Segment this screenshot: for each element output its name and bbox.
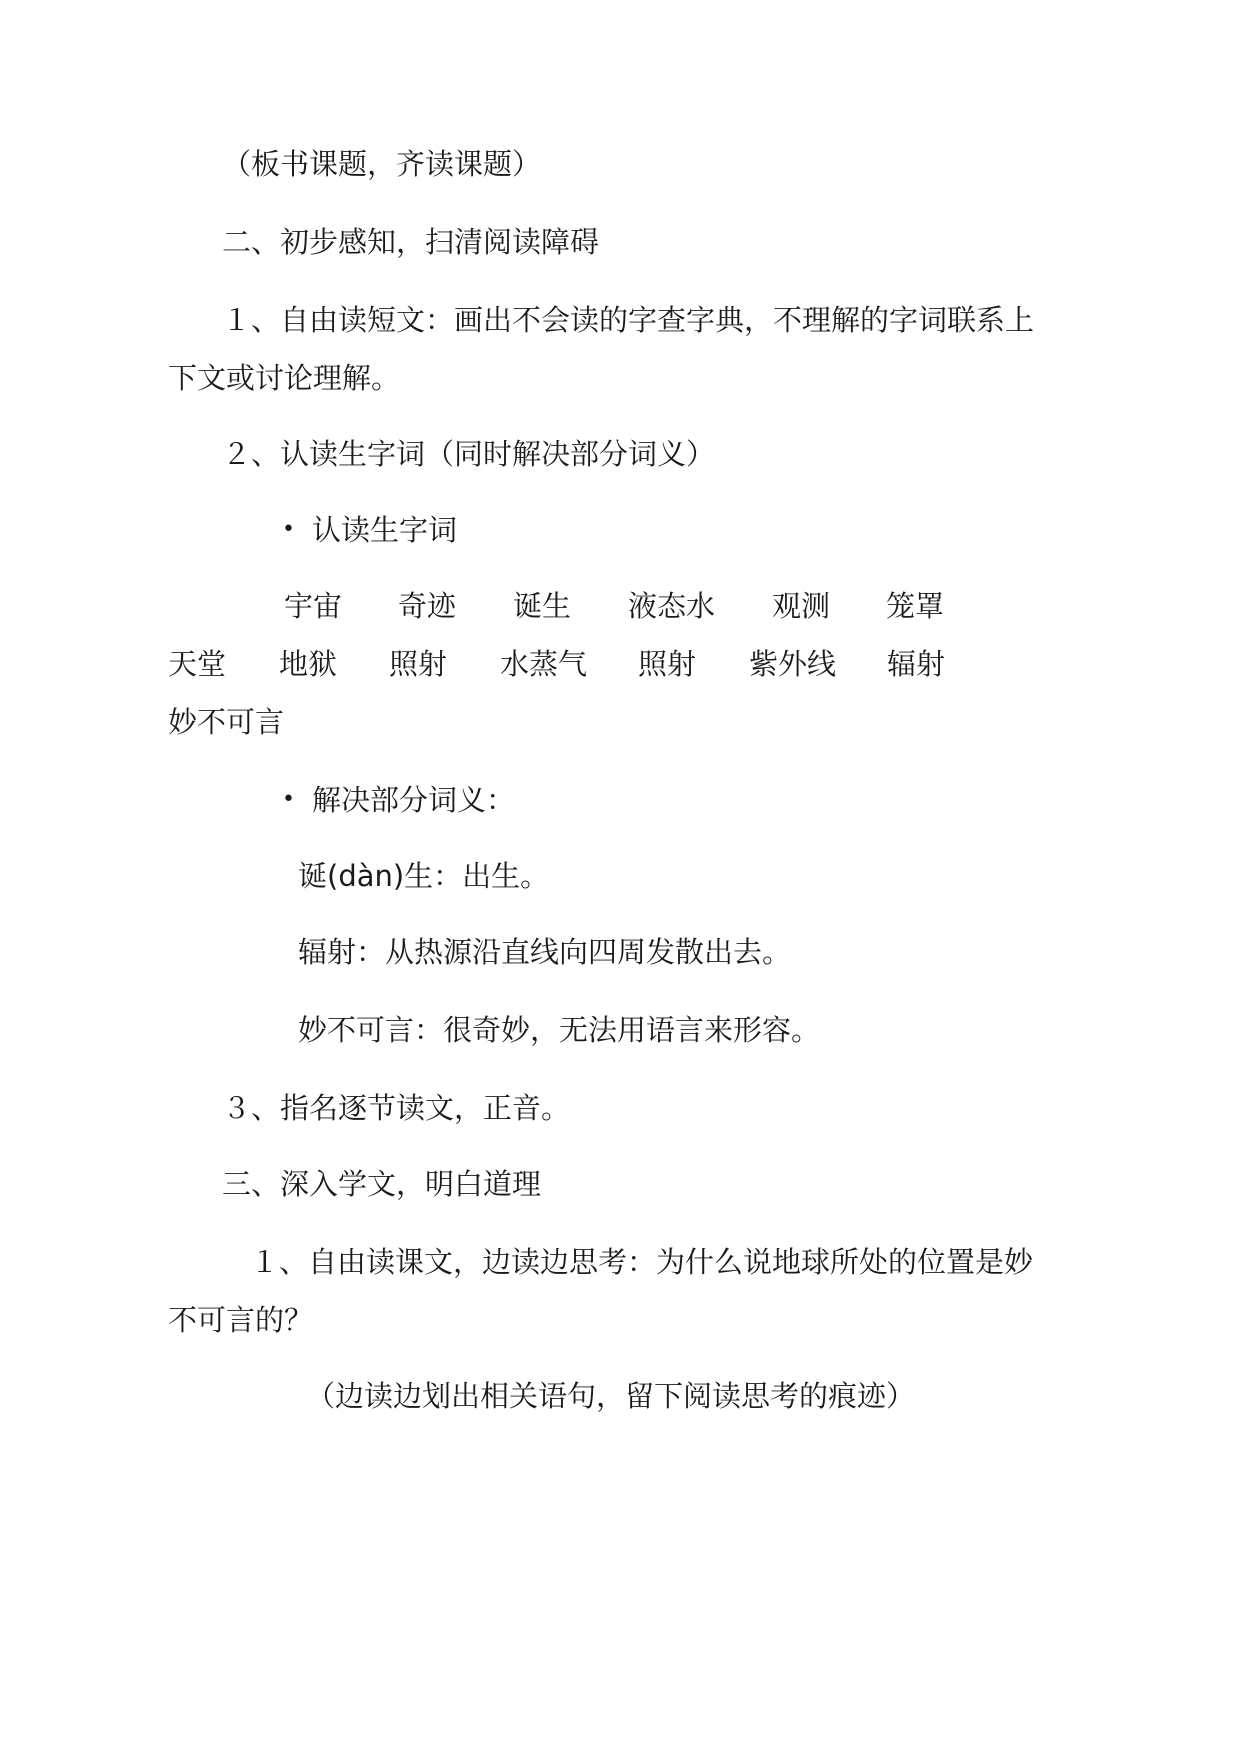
vocab-word: 观测 xyxy=(772,589,831,623)
item-1-line-2: 下文或讨论理解。 xyxy=(168,361,401,395)
definition-1: 诞(dàn)生：出生。 xyxy=(298,859,550,893)
vocab-word: 紫外线 xyxy=(749,647,837,681)
vocab-word: 照射 xyxy=(389,647,448,681)
item-2: ２、认读生字词（同时解决部分词义） xyxy=(222,437,716,471)
bullet-2-label: 解决部分词义： xyxy=(312,783,516,817)
vocab-word: 天堂 xyxy=(168,647,227,681)
vocab-word: 诞生 xyxy=(513,589,572,623)
vocab-word: 奇迹 xyxy=(398,589,457,623)
vocab-word: 地狱 xyxy=(279,647,338,681)
section-3-item-1-line-2: 不可言的？ xyxy=(168,1303,314,1337)
bullet-icon: • xyxy=(282,517,295,542)
bullet-icon: • xyxy=(282,787,295,812)
vocab-word: 照射 xyxy=(638,647,697,681)
vocab-word: 水蒸气 xyxy=(500,647,588,681)
vocab-word: 宇宙 xyxy=(284,589,343,623)
bullet-1-label: 认读生字词 xyxy=(312,513,458,547)
vocab-word: 妙不可言 xyxy=(168,705,285,739)
blackboard-note: （板书课题，齐读课题） xyxy=(222,147,542,181)
section-3-item-1-line-1: １、自由读课文，边读边思考：为什么说地球所处的位置是妙 xyxy=(250,1245,1034,1279)
definition-2: 辐射：从热源沿直线向四周发散出去。 xyxy=(298,935,792,969)
vocab-word: 辐射 xyxy=(887,647,946,681)
item-1-line-1: １、自由读短文：画出不会读的字查字典，不理解的字词联系上 xyxy=(222,303,1035,337)
vocab-word: 液态水 xyxy=(628,589,716,623)
vocab-word: 笼罩 xyxy=(886,589,945,623)
definition-3: 妙不可言：很奇妙，无法用语言来形容。 xyxy=(298,1013,821,1047)
item-3: ３、指名逐节读文，正音。 xyxy=(222,1091,571,1125)
section-3-note: （边读边划出相关语句，留下阅读思考的痕迹） xyxy=(306,1379,916,1413)
section-3-heading: 三、深入学文，明白道理 xyxy=(222,1167,542,1201)
section-2-heading: 二、初步感知，扫清阅读障碍 xyxy=(222,225,600,259)
